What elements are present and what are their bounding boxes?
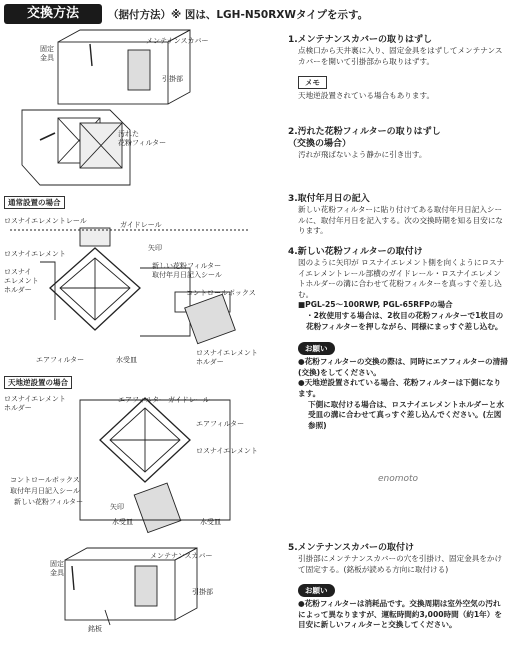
fig3-fixing-label: 固定 金具: [50, 560, 64, 577]
memo-body: 天地逆設置されている場合もあります。: [298, 91, 435, 101]
ceiling-guide-label: ガイドレール: [168, 396, 210, 404]
step4-body: 図のように矢印が ロスナイエレメント側を向くようにロスナイエレメントレール部横のガイドレール・ロスナイエレメントホルダーの溝に合わせて花粉フィルターを真っすぐ差し込む。: [298, 258, 505, 299]
step3-title: 3.取付年月日の記入: [288, 194, 370, 204]
normal-control-label: コントロールボックス: [186, 289, 256, 297]
ceiling-holder-label: ロスナイエレメント ホルダー: [4, 395, 66, 412]
ceiling-arrow-label: 矢印: [110, 503, 124, 511]
step2-title: 2.汚れた花粉フィルターの取りはずし （交換の場合）: [288, 127, 441, 149]
normal-install-tag: 通常設置の場合: [4, 196, 65, 209]
step3-body: 新しい花粉フィルターに貼り付けてある取付年月日記入シールに、取付年月日を記入する。次の交換時期を知る目安になります。: [298, 205, 504, 236]
memo-label: メモ: [298, 76, 327, 89]
watermark: enomoto: [378, 474, 419, 484]
note-3: ●花粉フィルターは消耗品です。交換周期は室外空気の汚れによって異なりますが、運転時間約3,000時間（約1年）を目安に新しいフィルターと交換してください。: [298, 599, 502, 630]
normal-seal-label: 取付年月日記入シール: [152, 271, 222, 279]
ceiling-water-left-label: 水受皿: [112, 518, 133, 526]
normal-new-filter-label: 新しい花粉フィルター: [152, 262, 222, 270]
normal-guide-label: ガイドレール: [120, 221, 162, 229]
note-2: ●天地逆設置されている場合、花粉フィルターは下側になります。: [298, 378, 502, 398]
page-title: 交換方法: [4, 4, 102, 24]
ceiling-air-filter-top-label: エアフィルター: [118, 396, 167, 404]
ceiling-seal-label: 取付年月日記入シール: [10, 487, 80, 495]
step1-title: 1.メンテナンスカバーの取りはずし: [288, 35, 432, 45]
note-1: ●花粉フィルターの交換の際は、同時にエアフィルターの清掃(交換)をしてください。: [298, 357, 508, 377]
normal-element-label: ロスナイエレメント: [4, 250, 66, 258]
normal-rail-label: ロスナイエレメントレール: [4, 217, 87, 225]
fig3-cover-label: メンテナンスカバー: [150, 552, 213, 560]
ceiling-new-filter-label: 新しい花粉フィルター: [14, 498, 84, 506]
fig3-hook-label: 引掛部: [192, 588, 213, 596]
step2-body: 汚れが飛ばないよう静かに引き出す。: [298, 150, 427, 159]
step4-models: ■PGL-25〜100RWP, PGL-65RFPの場合: [298, 300, 453, 310]
ceiling-element-label: ロスナイエレメント: [196, 447, 258, 455]
normal-water-label: 水受皿: [116, 356, 137, 364]
ceiling-water-right-label: 水受皿: [200, 518, 221, 526]
normal-arrow-label: 矢印: [148, 244, 162, 252]
step1-body: 点検口から天井裏に入り、固定金具をはずしてメンテナンスカバーを開いて引掛部から取りはずす。: [298, 46, 503, 66]
step4-note: ・2枚使用する場合は、2枚目の花粉フィルターで1枚目の花粉フィルターを押しながら、同様にまっすぐ差し込む。: [306, 310, 504, 331]
normal-holder2-label: ロスナイエレメント ホルダー: [196, 349, 258, 366]
header-note: （据付方法）※ 図は、LGH-N50RXWタイプを示す。: [108, 9, 369, 21]
fig3-plate-label: 銘板: [88, 625, 102, 633]
note-2b: 下側に取付ける場合は、ロスナイエレメントホルダーと水受皿の溝に合わせて真っすぐ差し込んでください。(左図参照): [308, 399, 504, 430]
ceiling-install-tag: 天地逆設置の場合: [4, 376, 72, 389]
step4-title: 4.新しい花粉フィルターの取付け: [288, 247, 423, 257]
fig1-fixing-label: 固定 金具: [40, 45, 54, 62]
ceiling-air-filter-right-label: エアフィルター: [196, 420, 245, 428]
fig1-dirty-filter-label: 汚れた 花粉フィルター: [118, 130, 167, 147]
onegai-badge: お願い: [298, 342, 335, 355]
step5-title: 5.メンテナンスカバーの取付け: [288, 543, 414, 553]
onegai-badge-2: お願い: [298, 584, 335, 597]
normal-air-filter-label: エアフィルター: [36, 356, 85, 364]
fig1-hook-label: 引掛部: [162, 75, 183, 83]
fig1-cover-label: メンテナンスカバー: [146, 37, 209, 45]
step5-body: 引掛部にメンテナンスカバーの穴を引掛け、固定金具をかけて固定する。(銘板が読める方向に取付ける): [298, 554, 503, 574]
normal-holder-label: ロスナイ エレメント ホルダー: [4, 268, 39, 294]
ceiling-control-label: コントロールボックス: [10, 476, 80, 484]
